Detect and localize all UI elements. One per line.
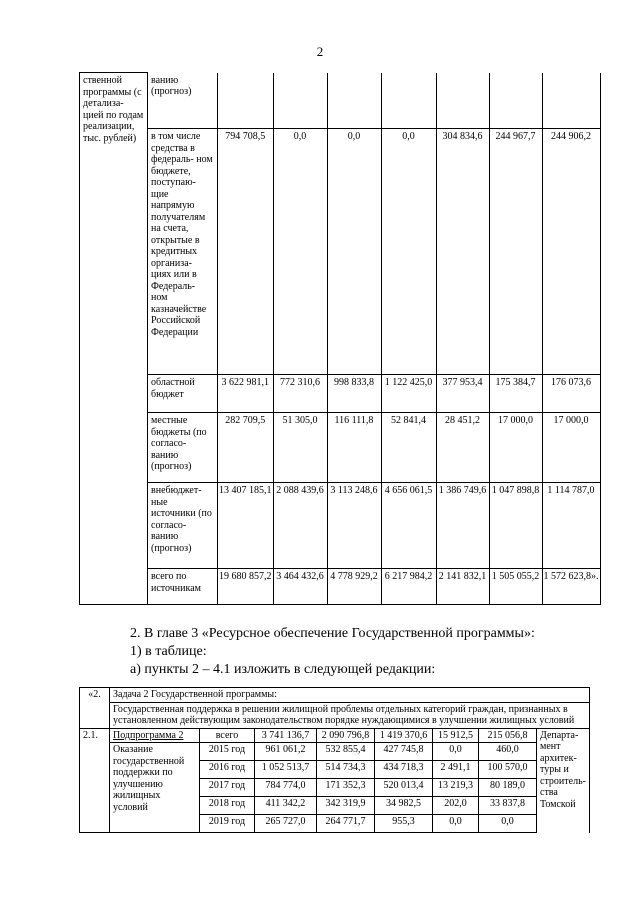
value-cell: 427 745,8: [375, 743, 433, 761]
value-cell: 460,0: [479, 743, 537, 761]
source-label-cell: местные бюджеты (по согласо- ванию (прогноз): [148, 413, 218, 483]
value-cell: 961 061,2: [255, 743, 317, 761]
period-cell: 2017 год: [200, 779, 255, 797]
value-cell: 0,0: [479, 815, 537, 833]
value-cell: 171 352,3: [317, 779, 375, 797]
value-cell: [436, 73, 489, 129]
instruction-line-2: 1) в таблице:: [130, 644, 207, 659]
value-cell: 215 056,8: [479, 728, 537, 743]
value-cell: 1 572 623,8».: [542, 569, 600, 605]
value-cell: 772 310,6: [273, 375, 327, 413]
value-cell: 0,0: [273, 129, 327, 375]
value-cell: 1 052 513,7: [255, 761, 317, 779]
value-cell: 2 141 832,1: [436, 569, 489, 605]
value-cell: 17 000,0: [489, 413, 542, 483]
value-cell: 0,0: [433, 743, 479, 761]
value-cell: 377 953,4: [436, 375, 489, 413]
value-cell: 2 088 439,6: [273, 483, 327, 569]
value-cell: 794 708,5: [218, 129, 274, 375]
responsible-executor-cell: Департа- мент архитек- туры и строитель- ства Томской: [537, 728, 590, 833]
value-cell: [381, 73, 436, 129]
task-description-cell: Государственная поддержка в решении жилищной проблемы отдельных категорий граждан, признанных в установленном действующим законодательством порядке нуждающимися в улучшении жилищных условий: [110, 702, 590, 728]
page-number: 2: [316, 44, 324, 59]
subprogram-title-cell: Подпрограмма 2: [110, 728, 200, 743]
value-cell: 1 386 749,6: [436, 483, 489, 569]
source-label-cell: внебюджет- ные источники (по согласо- ванию (прогноз): [148, 483, 218, 569]
value-cell: 244 906,2: [542, 129, 600, 375]
value-cell: 514 734,3: [317, 761, 375, 779]
row-number-cell: 2.1.: [80, 728, 110, 833]
value-cell: 264 771,7: [317, 815, 375, 833]
value-cell: 3 464 432,6: [273, 569, 327, 605]
value-cell: 532 855,4: [317, 743, 375, 761]
value-cell: 175 384,7: [489, 375, 542, 413]
value-cell: 520 013,4: [375, 779, 433, 797]
resource-table-continued: [79, 72, 601, 605]
subprogram-description-cell: Оказание государственной поддержки по улучшению жилищных условий: [110, 743, 200, 833]
period-cell: 2015 год: [200, 743, 255, 761]
value-cell: 34 982,5: [375, 797, 433, 815]
table-row: [80, 129, 601, 375]
instruction-line-1: 2. В главе 3 «Ресурсное обеспечение Государственной программы»:: [130, 626, 535, 641]
table-row: [80, 702, 590, 728]
value-cell: 265 727,0: [255, 815, 317, 833]
value-cell: 19 680 857,2: [218, 569, 274, 605]
instruction-line-3: а) пункты 2 – 4.1 изложить в следующей редакции:: [130, 662, 436, 677]
value-cell: 1 122 425,0: [381, 375, 436, 413]
table-row: [80, 73, 601, 129]
value-cell: 3 741 136,7: [255, 728, 317, 743]
value-cell: 33 837,8: [479, 797, 537, 815]
table-row: [80, 743, 590, 761]
table-row: [80, 375, 601, 413]
value-cell: 6 217 984,2: [381, 569, 436, 605]
period-cell: 2016 год: [200, 761, 255, 779]
value-cell: 411 342,2: [255, 797, 317, 815]
resource-table-new-edition: [79, 687, 590, 833]
value-cell: 1 114 787,0: [542, 483, 600, 569]
value-cell: 176 073,6: [542, 375, 600, 413]
period-cell: всего: [200, 728, 255, 743]
source-label-cell: в том числе средства в федераль- ном бюджете, поступаю- щие напрямую получателям на счета, открытые в кредитных организа- циях или в Федераль- ном казначействе Российской Федерации: [148, 129, 218, 375]
value-cell: 80 189,0: [479, 779, 537, 797]
table-row: [80, 483, 601, 569]
value-cell: 3 622 981,1: [218, 375, 274, 413]
value-cell: [327, 73, 381, 129]
value-cell: 955,3: [375, 815, 433, 833]
source-label-cell: всего по источникам: [148, 569, 218, 605]
value-cell: 13 407 185,1: [218, 483, 274, 569]
value-cell: [273, 73, 327, 129]
value-cell: 3 113 248,6: [327, 483, 381, 569]
task-title-cell: Задача 2 Государственной программы:: [110, 688, 590, 703]
value-cell: 0,0: [433, 815, 479, 833]
value-cell: 998 833,8: [327, 375, 381, 413]
value-cell: 434 718,3: [375, 761, 433, 779]
value-cell: 0,0: [381, 129, 436, 375]
table-row: [80, 728, 590, 743]
value-cell: 15 912,5: [433, 728, 479, 743]
item-number-cell: «2.: [80, 688, 110, 729]
value-cell: 100 570,0: [479, 761, 537, 779]
value-cell: 0,0: [327, 129, 381, 375]
value-cell: 282 709,5: [218, 413, 274, 483]
value-cell: 116 111,8: [327, 413, 381, 483]
program-name-cell: ственной программы (с детализа- цией по годам реализации, тыс. рублей): [80, 73, 148, 605]
value-cell: 52 841,4: [381, 413, 436, 483]
value-cell: [542, 73, 600, 129]
source-label-cell: областной бюджет: [148, 375, 218, 413]
value-cell: 784 774,0: [255, 779, 317, 797]
value-cell: 4 778 929,2: [327, 569, 381, 605]
value-cell: 13 219,3: [433, 779, 479, 797]
value-cell: 244 967,7: [489, 129, 542, 375]
period-cell: 2018 год: [200, 797, 255, 815]
value-cell: 1 047 898,8: [489, 483, 542, 569]
table-row: [80, 569, 601, 605]
value-cell: 51 305,0: [273, 413, 327, 483]
value-cell: 2 491,1: [433, 761, 479, 779]
value-cell: [489, 73, 542, 129]
value-cell: 4 656 061,5: [381, 483, 436, 569]
value-cell: 2 090 796,8: [317, 728, 375, 743]
value-cell: 17 000,0: [542, 413, 600, 483]
source-label-cell: ванию (прогноз): [148, 73, 218, 129]
value-cell: 342 319,9: [317, 797, 375, 815]
value-cell: [218, 73, 274, 129]
value-cell: 202,0: [433, 797, 479, 815]
table-row: [80, 413, 601, 483]
value-cell: 28 451,2: [436, 413, 489, 483]
period-cell: 2019 год: [200, 815, 255, 833]
value-cell: 304 834,6: [436, 129, 489, 375]
value-cell: 1 419 370,6: [375, 728, 433, 743]
table-row: [80, 688, 590, 703]
value-cell: 1 505 055,2: [489, 569, 542, 605]
